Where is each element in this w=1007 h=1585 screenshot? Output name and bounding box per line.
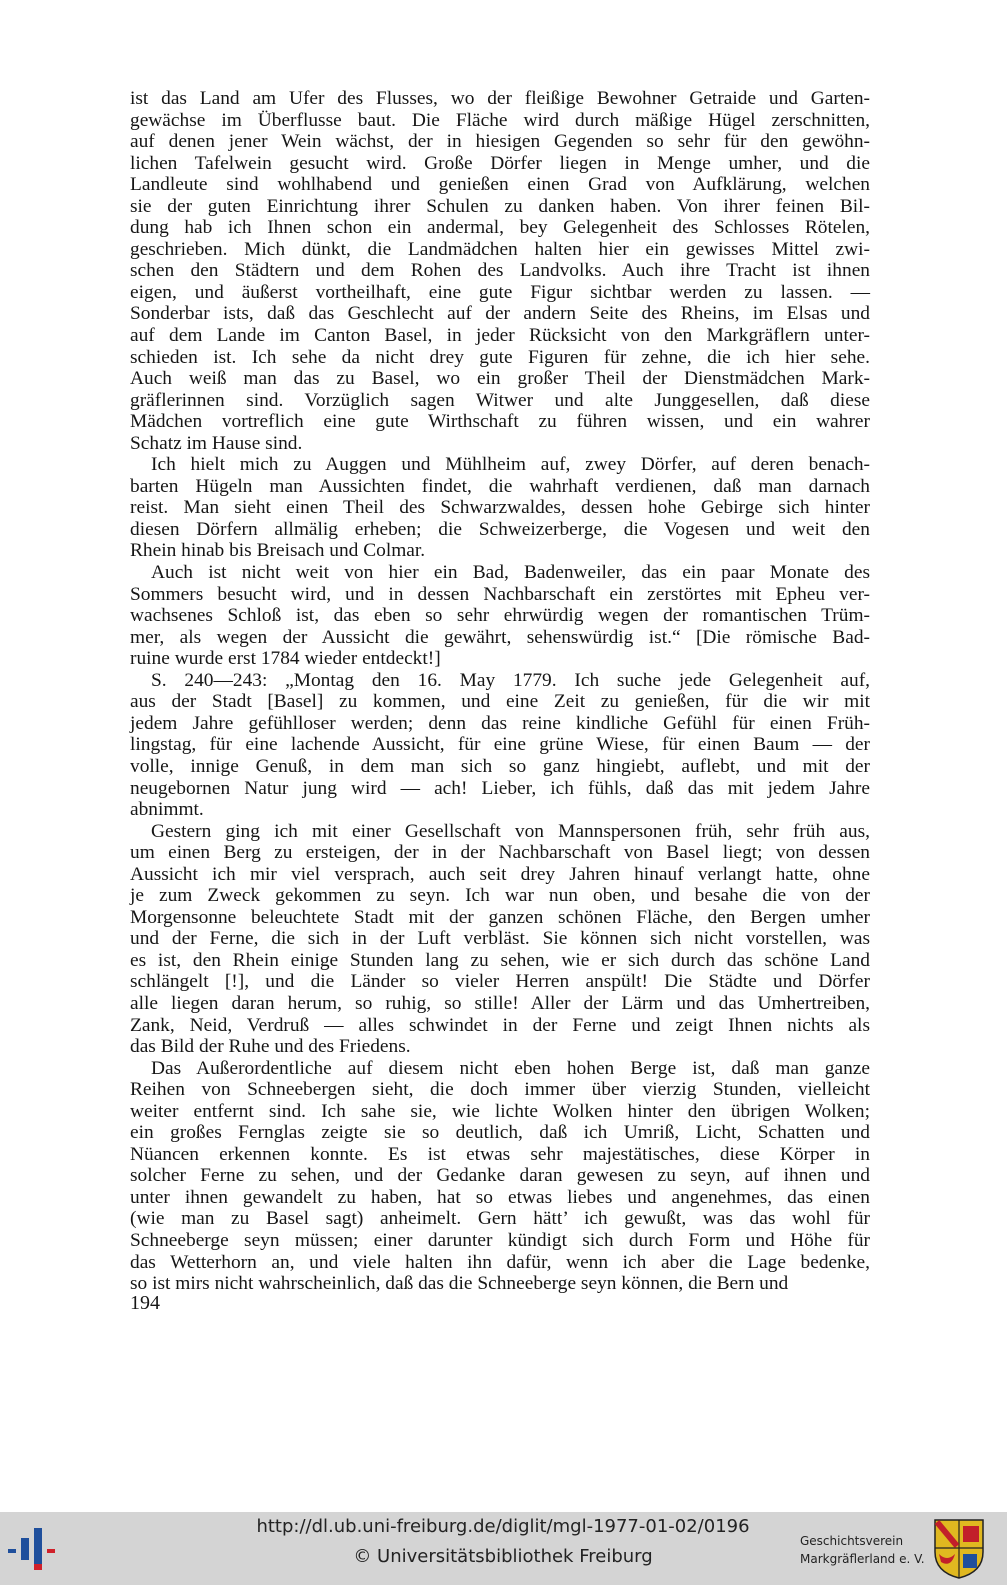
text-line: Schatz im Hause sind.: [130, 432, 303, 454]
text-line: diesen Dörfern allmälig erheben; die Schweizerberge, die Vogesen und weit den: [130, 518, 870, 540]
paragraph: [130, 454, 870, 562]
text-line: Mädchen vortreflich eine gute Wirthschaft zu führen wissen, und ein wahrer: [130, 411, 870, 433]
coat-of-arms-icon[interactable]: [933, 1518, 985, 1580]
footer-url-link[interactable]: http://dl.ub.uni-freiburg.de/diglit/mgl-1977-01-02/0196: [256, 1516, 750, 1537]
body-text: [130, 88, 870, 1295]
text-line: das Wetterhorn an, und viele halten ihn dafür, wenn ich aber die Lage bedenke,: [130, 1251, 870, 1273]
text-line: solcher Ferne zu sehen, und der Gedanke daran gewesen zu seyn, auf ihnen und: [130, 1165, 870, 1187]
paragraph: [130, 562, 870, 670]
text-line: um einen Berg zu ersteigen, der in der Nachbarschaft von Basel liegt; von dessen: [130, 842, 870, 864]
text-line: auf denen jener Wein wächst, der in hiesigen Gegenden so sehr für den gewöhn-: [130, 131, 870, 153]
text-line: Auch weiß man das zu Basel, wo ein großer Theil der Dienstmädchen Mark-: [130, 368, 870, 390]
text-line: gewächse im Überflusse baut. Die Fläche wird durch mäßige Hügel zerschnitten,: [130, 109, 870, 131]
text-line: aus der Stadt [Basel] zu kommen, und eine Zeit zu genießen, für die wir mit: [130, 691, 870, 713]
text-line: das Bild der Ruhe und des Friedens.: [130, 1036, 411, 1058]
page-number: 194: [130, 1292, 160, 1314]
text-line: Schneeberge seyn müssen; einer darunter kündigt sich durch Form und Höhe für: [130, 1229, 870, 1251]
text-line: neugebornen Natur jung wird — ach! Lieber, ich fühls, daß das mit jedem Jahre: [130, 777, 870, 799]
paragraph: [130, 88, 870, 454]
text-line: Rhein hinab bis Breisach und Colmar.: [130, 540, 426, 562]
text-line: lingstag, für eine lachende Aussicht, für eine grüne Wiese, für einen Baum — der: [130, 734, 870, 756]
text-line: Gestern ging ich mit einer Gesellschaft von Mannspersonen früh, sehr früh aus,: [151, 820, 870, 842]
text-line: Sommers besucht wird, und in dessen Nachbarschaft ein zerstörtes mit Epheu ver-: [130, 583, 870, 605]
text-line: schieden ist. Ich sehe da nicht drey gute Figuren für zehne, die ich hier sehe.: [130, 346, 870, 368]
text-line: mer, als wegen der Aussicht die gewährt, sehenswürdig ist.“ [Die römische Bad-: [130, 626, 870, 648]
text-line: sie der guten Einrichtung ihrer Schulen zu danken haben. Von ihrer feinen Bil-: [130, 195, 870, 217]
text-line: so ist mirs nicht wahrscheinlich, daß das die Schneeberge seyn können, die Bern und: [130, 1273, 789, 1295]
text-line: ist das Land am Ufer des Flusses, wo der fleißige Bewohner Getraide und Garten-: [130, 88, 870, 109]
society-name-line2: Markgräflerland e. V.: [800, 1552, 925, 1566]
text-line: volle, innige Genuß, in dem man sich so ganz hingiebt, auflebt, und mit der: [130, 755, 870, 777]
text-line: barten Hügeln man Aussichten findet, die wahrhaft verdienen, daß man darnach: [130, 475, 870, 497]
text-line: Reihen von Schneebergen sieht, die doch immer über vierzig Stunden, vielleicht: [130, 1079, 870, 1101]
text-line: wachsenes Schloß ist, das eben so sehr ehrwürdig wegen der romantischen Trüm-: [130, 605, 870, 627]
text-line: S. 240—243: „Montag den 16. May 1779. Ich suche jede Gelegenheit auf,: [151, 669, 870, 691]
text-line: gräflerinnen sind. Vorzüglich sagen Witwer und alte Junggesellen, daß diese: [130, 389, 870, 411]
footer-society-name: [800, 1532, 930, 1568]
text-line: und der Ferne, die sich in der Luft verbläst. Sie können sich nicht vorstellen, was: [130, 928, 870, 950]
text-line: Morgensonne beleuchtete Stadt mit der ganzen schönen Fläche, den Bergen umher: [130, 906, 870, 928]
text-line: unter ihnen gewandelt zu haben, hat so etwas liebes und angenehmes, das einen: [130, 1186, 870, 1208]
text-line: ein großes Fernglas zeigte sie so deutlich, daß ich Umriß, Licht, Schatten und: [130, 1122, 870, 1144]
society-name-line1: Geschichtsverein: [800, 1534, 904, 1548]
text-line: Ich hielt mich zu Auggen und Mühlheim auf, zwey Dörfer, auf deren benach-: [151, 454, 870, 476]
text-line: weiter entfernt sind. Ich sahe sie, wie lichte Wolken hinter den übrigen Wolken;: [130, 1100, 870, 1122]
text-line: eigen, und äußerst vortheilhaft, eine gute Figur sichtbar werden zu lassen. —: [130, 281, 870, 303]
text-line: dung hab ich Ihnen schon ein andermal, bey Gelegenheit des Schlosses Rötelen,: [130, 217, 870, 239]
text-line: alle liegen daran herum, so ruhig, so stille! Aller der Lärm und das Umhertreiben,: [130, 992, 870, 1014]
text-line: Sonderbar ists, daß das Geschlecht auf der andern Seite des Rheins, im Elsas und: [130, 303, 870, 325]
text-line: abnimmt.: [130, 799, 204, 821]
text-line: auf dem Lande im Canton Basel, in jeder Rücksicht von den Markgräflern unter-: [130, 325, 870, 347]
footer-copyright: © Universitätsbibliothek Freiburg: [353, 1546, 653, 1567]
text-line: reist. Man sieht einen Theil des Schwarzwaldes, dessen hohe Gebirge sich hinter: [130, 497, 870, 519]
text-line: ruine wurde erst 1784 wieder entdeckt!]: [130, 648, 441, 670]
text-line: Zank, Neid, Verdruß — alles schwindet in der Ferne und zeigt Ihnen nichts als: [130, 1014, 870, 1036]
text-line: lichen Tafelwein gesucht wird. Große Dörfer liegen in Menge umher, und die: [130, 152, 870, 174]
paragraph: [130, 1058, 870, 1295]
text-line: je zum Zweck gekommen zu seyn. Ich war nun oben, und besahe die von der: [130, 885, 870, 907]
text-line: schlängelt [!], und die Länder so vieler Herren anspült! Die Städte und Dörfer: [130, 971, 870, 993]
text-line: schen den Städtern und dem Rohen des Landvolks. Auch ihre Tracht ist ihnen: [130, 260, 870, 282]
text-line: es ist, den Rhein einige Stunden lang zu sehen, wie er sich durch das schöne Land: [130, 949, 870, 971]
text-line: (wie man zu Basel sagt) anheimelt. Gern hätt’ ich gewußt, was das wohl für: [130, 1208, 870, 1230]
text-line: Landleute sind wohlhabend und genießen einen Grad von Aufklärung, welchen: [130, 174, 870, 196]
paragraph: [130, 670, 870, 821]
paragraph: [130, 821, 870, 1058]
ub-freiburg-logo-icon[interactable]: [8, 1524, 66, 1574]
text-line: geschrieben. Mich dünkt, die Landmädchen halten hier ein gewisses Mittel zwi-: [130, 238, 870, 260]
text-line: Das Außerordentliche auf diesem nicht eben hohen Berge ist, daß man ganze: [151, 1057, 870, 1079]
text-line: Aussicht ich mir viel versprach, auch seit drey Jahren hinauf verlangt hatte, ohne: [130, 863, 870, 885]
text-line: Nüancen erkennen konnte. Es ist etwas sehr majestätisches, diese Körper in: [130, 1143, 870, 1165]
text-line: jedem Jahre gefühlloser werden; denn das reine kindliche Gefühl für einen Früh-: [130, 712, 870, 734]
text-line: Auch ist nicht weit von hier ein Bad, Badenweiler, das ein paar Monate des: [151, 562, 870, 584]
